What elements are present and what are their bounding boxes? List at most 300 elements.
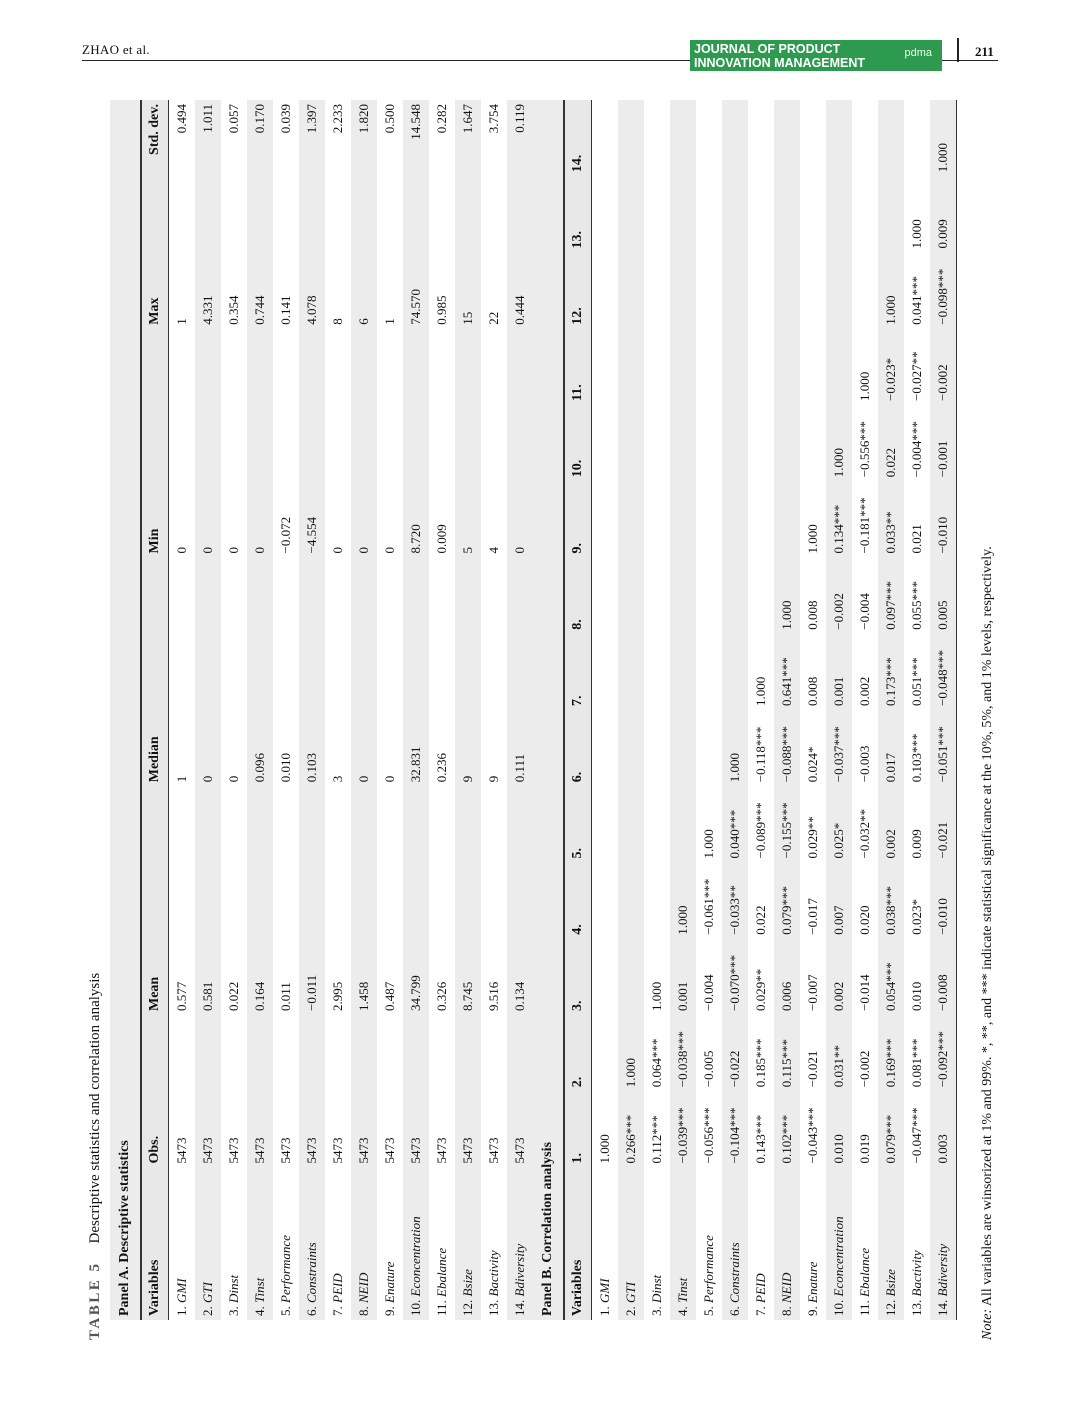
stat-value: 0.103 xyxy=(299,558,325,787)
stat-value: 0 xyxy=(351,329,377,558)
variable-number: 7. xyxy=(330,1303,345,1316)
correlation-value xyxy=(722,634,748,710)
stats-table xyxy=(110,100,957,1320)
variable-name: Econcentration xyxy=(831,1216,846,1297)
stat-value: 0.581 xyxy=(195,786,221,1015)
stat-value: 0.744 xyxy=(247,176,273,329)
correlation-value xyxy=(826,253,852,329)
correlation-value: 1.000 xyxy=(618,1015,644,1091)
variable-cell xyxy=(696,1168,722,1321)
column-header: 6. xyxy=(564,710,592,786)
variable-name: Enature xyxy=(382,1261,397,1303)
stat-value: 0.057 xyxy=(226,104,241,134)
stat-value: 4.331 xyxy=(195,176,221,329)
variable-number: 13. xyxy=(486,1296,501,1316)
correlation-value xyxy=(852,253,878,329)
correlation-value: −0.032** xyxy=(857,808,872,859)
table-title: Descriptive statistics and correlation analysis xyxy=(86,972,103,1244)
correlation-value xyxy=(696,100,722,176)
correlation-value xyxy=(748,481,774,557)
variable-number: 8. xyxy=(356,1303,371,1316)
correlation-value: −0.088*** xyxy=(774,710,800,786)
correlation-value xyxy=(670,329,696,405)
stat-value: 0 xyxy=(195,329,221,558)
stat-value: 0.039 xyxy=(278,104,293,134)
pdma-logo: pdma xyxy=(904,47,932,59)
column-header: Max xyxy=(141,176,169,329)
variable-cell xyxy=(195,1168,221,1321)
correlation-value xyxy=(670,253,696,329)
rotated-table-container xyxy=(80,100,1000,1340)
variable-cell xyxy=(273,1168,299,1321)
stat-value: 5473 xyxy=(486,1137,501,1164)
correlation-value: 0.009 xyxy=(930,176,957,252)
variable-name: GTI xyxy=(200,1282,215,1303)
correlation-value xyxy=(644,863,670,939)
correlation-value xyxy=(748,253,774,329)
correlation-value xyxy=(774,329,800,405)
variable-name: Enature xyxy=(805,1261,820,1303)
correlation-value: −0.003 xyxy=(857,745,872,783)
stat-value: 9 xyxy=(455,558,481,787)
correlation-value: 0.019 xyxy=(857,1134,872,1164)
correlation-value: 0.009 xyxy=(909,829,924,859)
stat-value: 5473 xyxy=(434,1137,449,1164)
stat-value: 0 xyxy=(382,547,397,554)
correlation-value xyxy=(670,481,696,557)
correlation-value: 0.033** xyxy=(878,481,904,557)
variable-number: 6. xyxy=(304,1303,319,1316)
correlation-value: 0.185*** xyxy=(753,1038,768,1088)
correlation-value: 1.000 xyxy=(649,981,664,1011)
correlation-value: 1.000 xyxy=(930,100,957,176)
correlation-value xyxy=(696,634,722,710)
variable-cell xyxy=(722,1168,748,1321)
table-note xyxy=(980,100,996,1340)
correlation-value: 0.008 xyxy=(805,676,820,706)
correlation-value xyxy=(644,710,670,786)
correlation-value: −0.043*** xyxy=(805,1107,820,1164)
correlation-value: −0.556*** xyxy=(857,421,872,478)
correlation-value: 0.029** xyxy=(805,816,820,859)
correlation-value xyxy=(852,176,878,252)
correlation-value: 0.054*** xyxy=(878,939,904,1015)
column-header: Obs. xyxy=(141,1015,169,1168)
note-label: Note: xyxy=(980,1308,995,1340)
correlation-value: 1.000 xyxy=(670,863,696,939)
correlation-value xyxy=(644,176,670,252)
correlation-value xyxy=(696,405,722,481)
column-header: 10. xyxy=(564,405,592,481)
column-header: 7. xyxy=(564,634,592,710)
variable-cell xyxy=(592,1168,619,1321)
correlation-value xyxy=(748,558,774,634)
column-header: 1. xyxy=(564,1091,592,1167)
stat-value: 6 xyxy=(351,176,377,329)
variable-cell xyxy=(377,1168,403,1321)
stat-value: 0.011 xyxy=(278,982,293,1011)
correlation-value: −0.022 xyxy=(722,1015,748,1091)
correlation-value xyxy=(878,176,904,252)
stat-value: 5473 xyxy=(455,1015,481,1168)
variable-cell xyxy=(904,1168,930,1321)
correlation-value xyxy=(852,100,878,176)
correlation-value xyxy=(618,253,644,329)
correlation-value: −0.061*** xyxy=(701,878,716,935)
correlation-value: 0.005 xyxy=(930,558,957,634)
stat-value: 0 xyxy=(330,547,345,554)
journal-title-line2: INNOVATION MANAGEMENT xyxy=(694,56,866,70)
correlation-value xyxy=(644,558,670,634)
stat-value: 0.487 xyxy=(382,981,397,1011)
correlation-value xyxy=(618,863,644,939)
panel-b-header-row xyxy=(564,100,592,1320)
correlation-value: −0.056*** xyxy=(701,1107,716,1164)
variable-name: Performance xyxy=(701,1235,716,1303)
stat-value: 0.236 xyxy=(434,753,449,783)
table-row xyxy=(592,100,619,1320)
variable-number: 5. xyxy=(701,1303,716,1316)
correlation-value: 0.003 xyxy=(930,1091,957,1167)
correlation-value: 0.169*** xyxy=(878,1015,904,1091)
stat-value: 9 xyxy=(486,775,501,783)
stat-value: 5473 xyxy=(226,1137,241,1164)
correlation-value xyxy=(618,558,644,634)
correlation-value xyxy=(800,329,826,405)
table-row xyxy=(930,100,957,1320)
column-header: Variables xyxy=(564,1168,592,1321)
correlation-value: −0.092*** xyxy=(930,1015,957,1091)
correlation-value xyxy=(696,481,722,557)
correlation-value: 0.021 xyxy=(909,524,924,554)
variable-name: Ebalance xyxy=(857,1247,872,1297)
correlation-value: 0.079*** xyxy=(774,863,800,939)
table-row xyxy=(904,100,930,1320)
panel-a-header-row xyxy=(141,100,169,1320)
correlation-value xyxy=(618,786,644,862)
variable-number: 9. xyxy=(382,1303,397,1316)
stat-value: 74.570 xyxy=(403,176,429,329)
column-header: Std. dev. xyxy=(141,100,169,176)
variable-cell xyxy=(325,1168,351,1321)
correlation-value: −0.002 xyxy=(826,558,852,634)
column-header: 4. xyxy=(564,863,592,939)
correlation-value xyxy=(670,786,696,862)
correlation-value xyxy=(618,100,644,176)
correlation-value xyxy=(722,481,748,557)
stat-value: 0.577 xyxy=(174,981,189,1011)
correlation-value: 0.079*** xyxy=(878,1091,904,1167)
correlation-value xyxy=(800,253,826,329)
correlation-value xyxy=(592,863,619,939)
correlation-value xyxy=(670,634,696,710)
correlation-value xyxy=(774,405,800,481)
correlation-value xyxy=(618,710,644,786)
stat-value: 0.500 xyxy=(382,104,397,134)
correlation-value xyxy=(722,100,748,176)
correlation-value xyxy=(722,405,748,481)
variable-cell xyxy=(930,1168,957,1321)
correlation-value xyxy=(748,100,774,176)
correlation-value: 0.081*** xyxy=(909,1038,924,1088)
correlation-value xyxy=(748,176,774,252)
correlation-value: 0.051*** xyxy=(909,657,924,706)
variable-cell xyxy=(221,1168,247,1321)
stat-value: 2.995 xyxy=(330,981,345,1011)
correlation-value: −0.004 xyxy=(701,974,716,1011)
table-row xyxy=(169,100,196,1320)
correlation-value xyxy=(670,176,696,252)
stat-value: 5473 xyxy=(195,1015,221,1168)
correlation-value: 0.143*** xyxy=(753,1114,768,1164)
variable-name: Constraints xyxy=(727,1242,742,1303)
correlation-value: 0.112*** xyxy=(649,1115,664,1164)
correlation-value xyxy=(774,481,800,557)
variable-number: 3. xyxy=(649,1303,664,1316)
stat-value: 0.022 xyxy=(226,981,241,1011)
variable-name: GMI xyxy=(174,1278,189,1303)
correlation-value xyxy=(592,786,619,862)
correlation-value: 1.000 xyxy=(722,710,748,786)
running-head-author: ZHAO et al. xyxy=(82,42,150,57)
variable-cell xyxy=(247,1168,273,1321)
variable-name: Bdiversity xyxy=(512,1243,527,1297)
variable-number: 12. xyxy=(460,1296,475,1316)
correlation-value xyxy=(618,634,644,710)
stat-value: 2.233 xyxy=(330,104,345,134)
correlation-value: 1.000 xyxy=(701,829,716,859)
correlation-value xyxy=(670,100,696,176)
stat-value: 0.494 xyxy=(174,104,189,134)
variable-cell xyxy=(351,1168,377,1321)
correlation-value: 1.000 xyxy=(826,405,852,481)
table-row xyxy=(618,100,644,1320)
stat-value: 8.720 xyxy=(403,329,429,558)
correlation-value xyxy=(722,558,748,634)
variable-cell xyxy=(670,1168,696,1321)
stat-value: 5473 xyxy=(278,1137,293,1164)
correlation-value: −0.010 xyxy=(930,481,957,557)
variable-name: Performance xyxy=(278,1235,293,1303)
stat-value: 9.516 xyxy=(486,981,501,1011)
correlation-value: −0.014 xyxy=(857,974,872,1011)
variable-name: Tinst xyxy=(252,1277,267,1303)
stat-value: 0.141 xyxy=(278,295,293,325)
correlation-value: 0.041*** xyxy=(909,276,924,325)
correlation-value: 0.173*** xyxy=(878,634,904,710)
correlation-value: −0.007 xyxy=(805,974,820,1011)
stat-value: 5 xyxy=(455,329,481,558)
variable-name: Dinst xyxy=(226,1274,241,1303)
correlation-value: −0.089*** xyxy=(753,802,768,859)
variable-name: Ebalance xyxy=(434,1247,449,1297)
correlation-value: 0.134*** xyxy=(826,481,852,557)
stat-value: 5473 xyxy=(299,1015,325,1168)
correlation-value xyxy=(644,405,670,481)
correlation-value: −0.033** xyxy=(722,863,748,939)
correlation-value xyxy=(670,710,696,786)
stat-value: 5473 xyxy=(382,1137,397,1164)
correlation-value: −0.070*** xyxy=(722,939,748,1015)
stat-value: 5473 xyxy=(330,1137,345,1164)
stat-value: 8.745 xyxy=(455,786,481,1015)
variable-name: Tinst xyxy=(675,1277,690,1303)
column-header: 14. xyxy=(564,100,592,176)
table-row xyxy=(748,100,774,1320)
correlation-value: −0.008 xyxy=(930,939,957,1015)
correlation-value: −0.118*** xyxy=(753,726,768,783)
variable-number: 12. xyxy=(883,1296,898,1316)
stat-value: 0.111 xyxy=(507,558,533,787)
variable-name: Bactivity xyxy=(909,1250,924,1297)
table-row xyxy=(722,100,748,1320)
correlation-value: 0.103*** xyxy=(909,733,924,783)
correlation-value: −0.004*** xyxy=(909,421,924,478)
variable-number: 11. xyxy=(857,1296,872,1316)
correlation-value: −0.021 xyxy=(930,786,957,862)
variable-cell xyxy=(774,1168,800,1321)
stat-value: 0.326 xyxy=(434,981,449,1011)
stat-value: 0 xyxy=(247,329,273,558)
correlation-value: 0.064*** xyxy=(649,1038,664,1088)
correlation-value: −0.048*** xyxy=(930,634,957,710)
stat-value: 0.282 xyxy=(434,104,449,134)
correlation-value xyxy=(592,481,619,557)
correlation-value: −0.051*** xyxy=(930,710,957,786)
stat-value: 32.831 xyxy=(403,558,429,787)
correlation-value: 0.025* xyxy=(826,786,852,862)
stat-value: 0.134 xyxy=(507,786,533,1015)
variable-cell xyxy=(878,1168,904,1321)
stat-value: 0.164 xyxy=(247,786,273,1015)
variable-name: Bsize xyxy=(883,1269,898,1297)
page-separator xyxy=(957,38,959,62)
correlation-value: 0.024* xyxy=(805,746,820,783)
correlation-value: 0.115*** xyxy=(774,1015,800,1091)
page-number: 211 xyxy=(975,44,994,59)
variable-number: 1. xyxy=(174,1303,189,1316)
table-row xyxy=(429,100,455,1320)
variable-number: 10. xyxy=(408,1296,423,1316)
correlation-value xyxy=(696,176,722,252)
column-header: Variables xyxy=(141,1168,169,1321)
correlation-value xyxy=(722,329,748,405)
correlation-value: 0.097*** xyxy=(878,558,904,634)
correlation-value xyxy=(826,329,852,405)
variable-number: 8. xyxy=(779,1303,794,1316)
table-row xyxy=(826,100,852,1320)
correlation-value xyxy=(748,329,774,405)
correlation-value: 0.022 xyxy=(878,405,904,481)
correlation-value xyxy=(696,558,722,634)
variable-name: GTI xyxy=(623,1282,638,1303)
variable-cell xyxy=(299,1168,325,1321)
correlation-value xyxy=(696,710,722,786)
variable-name: Bactivity xyxy=(486,1250,501,1297)
stat-value: 22 xyxy=(486,311,501,325)
correlation-value xyxy=(722,176,748,252)
stat-value: 4.078 xyxy=(299,176,325,329)
correlation-value: −0.155*** xyxy=(774,786,800,862)
column-header: 13. xyxy=(564,176,592,252)
table-row xyxy=(377,100,403,1320)
correlation-value xyxy=(592,329,619,405)
correlation-value xyxy=(670,558,696,634)
journal-title-line1: JOURNAL OF PRODUCT xyxy=(694,42,841,56)
correlation-value xyxy=(774,176,800,252)
variable-cell xyxy=(455,1168,481,1321)
correlation-value: 0.031** xyxy=(826,1015,852,1091)
correlation-value xyxy=(722,253,748,329)
correlation-value: 1.000 xyxy=(878,253,904,329)
variable-number: 14. xyxy=(935,1296,950,1316)
stat-value: 0.170 xyxy=(247,100,273,176)
correlation-value: −0.017 xyxy=(805,898,820,935)
column-header: 12. xyxy=(564,253,592,329)
variable-cell xyxy=(748,1168,774,1321)
correlation-value: −0.023* xyxy=(878,329,904,405)
stat-value: 3.754 xyxy=(486,104,501,134)
correlation-value: 0.008 xyxy=(805,600,820,630)
stat-value: 1.458 xyxy=(351,786,377,1015)
correlation-value: −0.038*** xyxy=(670,1015,696,1091)
variable-name: Econcentration xyxy=(408,1216,423,1297)
correlation-value xyxy=(592,939,619,1015)
correlation-value: 0.266*** xyxy=(618,1091,644,1167)
column-header: 3. xyxy=(564,939,592,1015)
table-wrapper xyxy=(110,100,957,1320)
correlation-value: 1.000 xyxy=(774,558,800,634)
stat-value: 4 xyxy=(486,547,501,554)
correlation-value: 0.641*** xyxy=(774,634,800,710)
correlation-value: −0.104*** xyxy=(722,1091,748,1167)
variable-number: 9. xyxy=(805,1303,820,1316)
table-row xyxy=(325,100,351,1320)
table-row xyxy=(800,100,826,1320)
stat-value: 0.010 xyxy=(278,753,293,783)
variable-cell xyxy=(403,1168,429,1321)
correlation-value xyxy=(592,634,619,710)
correlation-value xyxy=(644,634,670,710)
variable-cell xyxy=(644,1168,670,1321)
correlation-value: 0.020 xyxy=(857,905,872,935)
correlation-value: 0.017 xyxy=(878,710,904,786)
column-header: 2. xyxy=(564,1015,592,1091)
variable-number: 4. xyxy=(675,1303,690,1316)
correlation-value: 0.102*** xyxy=(774,1091,800,1167)
correlation-value: 0.010 xyxy=(826,1091,852,1167)
correlation-value: 0.007 xyxy=(826,863,852,939)
correlation-value xyxy=(618,481,644,557)
correlation-value: −0.039*** xyxy=(670,1091,696,1167)
column-header: 9. xyxy=(564,481,592,557)
table-row xyxy=(221,100,247,1320)
correlation-value xyxy=(826,100,852,176)
correlation-value: 0.006 xyxy=(774,939,800,1015)
correlation-value: 0.022 xyxy=(753,905,768,935)
stat-value: 1 xyxy=(382,318,397,325)
correlation-value xyxy=(592,710,619,786)
stat-value: 5473 xyxy=(507,1015,533,1168)
correlation-value xyxy=(696,329,722,405)
variable-name: Bdiversity xyxy=(935,1243,950,1297)
table-caption xyxy=(80,973,110,1340)
panel-a-title: Panel A. Descriptive statistics xyxy=(110,100,141,1320)
column-header: 11. xyxy=(564,329,592,405)
correlation-value: 0.023* xyxy=(909,899,924,935)
stat-value: 1.011 xyxy=(195,100,221,176)
correlation-value xyxy=(592,558,619,634)
